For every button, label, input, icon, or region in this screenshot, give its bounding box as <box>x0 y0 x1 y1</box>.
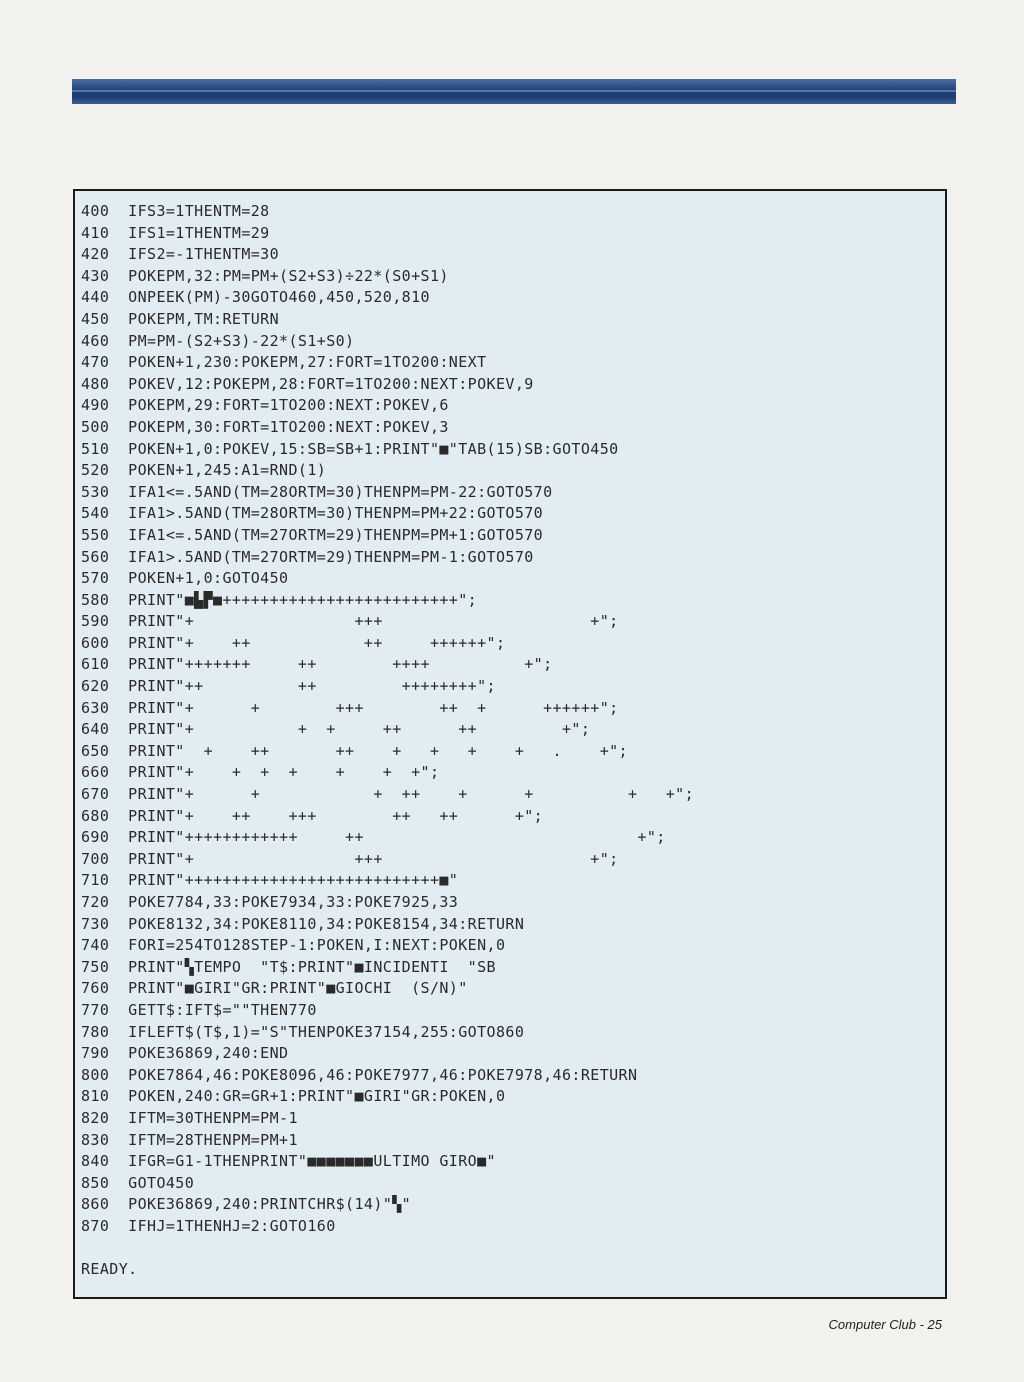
code-line: 530 IFA1<=.5AND(TM=28ORTM=30)THENPM=PM-22:GOTO570 <box>81 482 553 501</box>
code-line: 800 POKE7864,46:POKE8096,46:POKE7977,46:POKE7978,46:RETURN <box>81 1065 638 1084</box>
code-line: 410 IFS1=1THENTM=29 <box>81 223 270 242</box>
code-line: 430 POKEPM,32:PM=PM+(S2+S3)÷22*(S0+S1) <box>81 266 449 285</box>
code-line: 600 PRINT"+ ++ ++ ++++++"; <box>81 633 506 652</box>
code-line: 730 POKE8132,34:POKE8110,34:POKE8154,34:RETURN <box>81 914 525 933</box>
code-line: 670 PRINT"+ + + ++ + + + +"; <box>81 785 694 804</box>
code-line: 400 IFS3=1THENTM=28 <box>81 202 270 220</box>
code-line: 810 POKEN,240:GR=GR+1:PRINT"■GIRI"GR:POKEN,0 <box>81 1087 506 1106</box>
code-line: 540 IFA1>.5AND(TM=28ORTM=30)THENPM=PM+22:GOTO570 <box>81 504 544 523</box>
code-line: 580 PRINT"■▙▛■+++++++++++++++++++++++++"; <box>81 590 478 609</box>
blank-line <box>81 1238 945 1260</box>
code-line: 550 IFA1<=.5AND(TM=27ORTM=29)THENPM=PM+1:GOTO570 <box>81 525 544 544</box>
code-line: 570 POKEN+1,0:GOTO450 <box>81 569 289 588</box>
code-line: 680 PRINT"+ ++ +++ ++ ++ +"; <box>81 806 544 825</box>
code-line: 860 POKE36869,240:PRINTCHR$(14)"▚" <box>81 1195 412 1214</box>
code-listing <box>73 189 947 1299</box>
code-line: 490 POKEPM,29:FORT=1TO200:NEXT:POKEV,6 <box>81 396 449 415</box>
code-line: 770 GETT$:IFT$=""THEN770 <box>81 1000 317 1019</box>
code-line: 480 POKEV,12:POKEPM,28:FORT=1TO200:NEXT:POKEV,9 <box>81 374 534 393</box>
code-line: 610 PRINT"+++++++ ++ ++++ +"; <box>81 655 553 674</box>
ready-prompt: READY. <box>81 1260 138 1279</box>
code-line: 620 PRINT"++ ++ ++++++++"; <box>81 677 496 696</box>
page-footer: Computer Club - 25 <box>828 1317 942 1332</box>
code-line: 750 PRINT"▚TEMPO "T$:PRINT"■INCIDENTI "SB <box>81 957 496 976</box>
code-line: 780 IFLEFT$(T$,1)="S"THENPOKE37154,255:GOTO860 <box>81 1022 525 1041</box>
code-line: 630 PRINT"+ + +++ ++ + ++++++"; <box>81 698 619 717</box>
code-line: 520 POKEN+1,245:A1=RND(1) <box>81 461 327 480</box>
code-line: 500 POKEPM,30:FORT=1TO200:NEXT:POKEV,3 <box>81 417 449 436</box>
code-line: 850 GOTO450 <box>81 1173 195 1192</box>
code-line: 470 POKEN+1,230:POKEPM,27:FORT=1TO200:NEXT <box>81 353 487 372</box>
code-line: 720 POKE7784,33:POKE7934,33:POKE7925,33 <box>81 893 459 911</box>
code-line: 440 ONPEEK(PM)-30GOTO460,450,520,810 <box>81 288 430 307</box>
code-line: 420 IFS2=-1THENTM=30 <box>81 245 280 264</box>
code-line: 710 PRINT"+++++++++++++++++++++++++++■" <box>81 871 459 890</box>
code-line: 510 POKEN+1,0:POKEV,15:SB=SB+1:PRINT"■"TAB(15)SB:GOTO450 <box>81 439 619 458</box>
code-line: 740 FORI=254TO128STEP-1:POKEN,I:NEXT:POKEN,0 <box>81 936 506 955</box>
code-line: 650 PRINT" + ++ ++ + + + + . +"; <box>81 741 628 760</box>
code-line: 660 PRINT"+ + + + + + +"; <box>81 763 440 782</box>
code-line: 700 PRINT"+ +++ +"; <box>81 849 619 868</box>
code-line: 560 IFA1>.5AND(TM=27ORTM=29)THENPM=PM-1:GOTO570 <box>81 547 534 566</box>
code-line: 760 PRINT"■GIRI"GR:PRINT"■GIOCHI (S/N)" <box>81 979 468 998</box>
code-line: 460 PM=PM-(S2+S3)-22*(S1+S0) <box>81 331 355 350</box>
code-line: 590 PRINT"+ +++ +"; <box>81 612 619 631</box>
code-line: 450 POKEPM,TM:RETURN <box>81 309 280 328</box>
code-line: 640 PRINT"+ + + ++ ++ +"; <box>81 720 591 739</box>
code-line: 790 POKE36869,240:END <box>81 1044 289 1063</box>
code-line: 690 PRINT"++++++++++++ ++ +"; <box>81 828 666 847</box>
code-line: 870 IFHJ=1THENHJ=2:GOTO160 <box>81 1216 336 1235</box>
header-stripe <box>72 79 956 104</box>
code-line: 830 IFTM=28THENPM=PM+1 <box>81 1130 298 1149</box>
code-line: 820 IFTM=30THENPM=PM-1 <box>81 1108 298 1127</box>
code-line: 840 IFGR=G1-1THENPRINT"■■■■■■■ULTIMO GIRO■" <box>81 1152 496 1171</box>
